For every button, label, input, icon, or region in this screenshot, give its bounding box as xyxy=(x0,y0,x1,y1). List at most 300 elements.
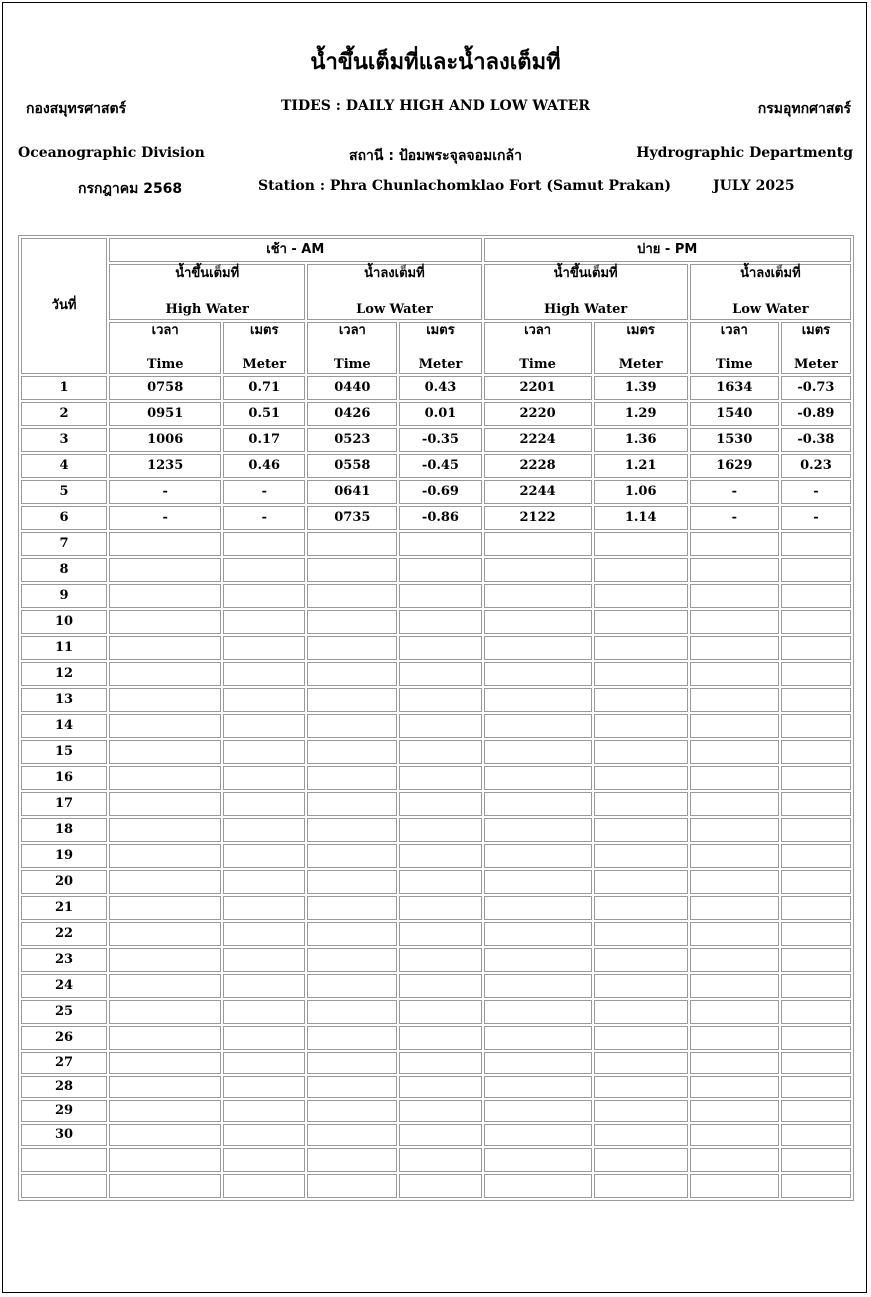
pm-low-time-cell xyxy=(690,662,779,686)
am-low-time-cell xyxy=(307,1026,397,1050)
pm-low-time-cell xyxy=(690,532,779,556)
pm-high-m-cell xyxy=(594,688,688,712)
am-high-time-cell xyxy=(109,792,221,816)
am-high-time-cell xyxy=(109,532,221,556)
am-high-m-cell xyxy=(223,792,305,816)
day-cell: 21 xyxy=(21,896,107,920)
day-cell: 27 xyxy=(21,1052,107,1074)
am-low-m-cell xyxy=(399,1174,481,1198)
am-low-m-cell: -0.35 xyxy=(399,428,481,452)
pm-high-m-cell xyxy=(594,792,688,816)
am-low-time-cell xyxy=(307,896,397,920)
am-low-m-cell xyxy=(399,844,481,868)
am-high-time-header: เวลา Time xyxy=(109,322,221,374)
am-high-time-cell xyxy=(109,1124,221,1146)
am-low-m-cell: -0.69 xyxy=(399,480,481,504)
table-row xyxy=(21,1000,851,1024)
am-high-time-cell xyxy=(109,636,221,660)
pm-low-m-cell xyxy=(781,870,851,894)
pm-low-time-cell xyxy=(690,1052,779,1074)
am-low-m-cell xyxy=(399,662,481,686)
am-high-m-cell xyxy=(223,610,305,634)
am-low-m-cell xyxy=(399,1052,481,1074)
am-low-time-cell: 0523 xyxy=(307,428,397,452)
am-low-time-cell xyxy=(307,1174,397,1198)
table-row xyxy=(21,1100,851,1122)
station-en: Station : Phra Chunlachomklao Fort (Samut Prakan) xyxy=(258,178,672,194)
pm-low-m-cell xyxy=(781,1148,851,1172)
pm-high-m-cell xyxy=(594,662,688,686)
pm-high-time-cell xyxy=(484,558,592,582)
pm-high-m-cell xyxy=(594,610,688,634)
pm-high-m-cell xyxy=(594,1174,688,1198)
am-high-m-cell xyxy=(223,1174,305,1198)
pm-high-m-cell xyxy=(594,1000,688,1024)
am-low-m-cell: -0.86 xyxy=(399,506,481,530)
am-low-m-cell xyxy=(399,1076,481,1098)
pm-low-time-cell: - xyxy=(690,480,779,504)
pm-low-time-cell xyxy=(690,714,779,738)
day-cell: 4 xyxy=(21,454,107,478)
pm-high-m-cell: 1.39 xyxy=(594,376,688,400)
am-low-water-header: น้ำลงเต็มที่ Low Water xyxy=(307,264,481,320)
am-high-time-cell xyxy=(109,1000,221,1024)
day-cell: 22 xyxy=(21,922,107,946)
am-high-water-header: น้ำขึ้นเต็มที่ High Water xyxy=(109,264,305,320)
am-high-meter-header: เมตร Meter xyxy=(223,322,305,374)
day-cell: 24 xyxy=(21,974,107,998)
pm-low-time-cell xyxy=(690,766,779,790)
am-low-time-cell xyxy=(307,532,397,556)
pm-low-m-cell: -0.73 xyxy=(781,376,851,400)
pm-low-m-cell xyxy=(781,896,851,920)
am-header: เช้า - AM xyxy=(109,238,481,262)
pm-high-time-cell xyxy=(484,1148,592,1172)
day-cell: 8 xyxy=(21,558,107,582)
am-low-m-cell xyxy=(399,1124,481,1146)
pm-low-time-cell xyxy=(690,870,779,894)
table-row xyxy=(21,948,851,972)
am-low-time-header: เวลา Time xyxy=(307,322,397,374)
pm-high-m-cell xyxy=(594,740,688,764)
day-cell: 18 xyxy=(21,818,107,842)
pm-high-m-cell xyxy=(594,974,688,998)
am-low-m-cell xyxy=(399,818,481,842)
am-high-time-cell xyxy=(109,818,221,842)
am-low-time-cell xyxy=(307,1052,397,1074)
day-cell: 2 xyxy=(21,402,107,426)
am-high-m-cell xyxy=(223,948,305,972)
day-cell: 16 xyxy=(21,766,107,790)
pm-low-m-cell xyxy=(781,636,851,660)
am-high-m-cell xyxy=(223,818,305,842)
am-low-time-cell: 0440 xyxy=(307,376,397,400)
pm-high-time-cell xyxy=(484,844,592,868)
pm-high-m-cell xyxy=(594,532,688,556)
day-cell: 30 xyxy=(21,1124,107,1146)
am-low-time-cell xyxy=(307,870,397,894)
am-low-m-cell xyxy=(399,610,481,634)
table-row xyxy=(21,1026,851,1050)
pm-high-m-cell xyxy=(594,1100,688,1122)
am-low-m-cell xyxy=(399,948,481,972)
am-high-m-cell xyxy=(223,714,305,738)
pm-low-m-cell xyxy=(781,1052,851,1074)
pm-low-meter-header: เมตร Meter xyxy=(781,322,851,374)
tide-table xyxy=(18,235,854,1201)
am-high-m-cell xyxy=(223,584,305,608)
pm-high-m-cell xyxy=(594,636,688,660)
am-low-m-cell xyxy=(399,792,481,816)
day-cell: 12 xyxy=(21,662,107,686)
am-high-m-cell xyxy=(223,688,305,712)
pm-high-m-cell xyxy=(594,844,688,868)
am-low-m-cell xyxy=(399,558,481,582)
pm-high-time-cell: 2122 xyxy=(484,506,592,530)
am-low-time-cell: 0641 xyxy=(307,480,397,504)
pm-low-m-cell xyxy=(781,818,851,842)
pm-low-time-cell xyxy=(690,584,779,608)
am-high-m-cell: 0.71 xyxy=(223,376,305,400)
pm-high-time-cell xyxy=(484,818,592,842)
pm-low-m-cell xyxy=(781,974,851,998)
pm-low-m-cell xyxy=(781,948,851,972)
day-cell: 20 xyxy=(21,870,107,894)
pm-low-m-cell xyxy=(781,1076,851,1098)
pm-high-m-cell xyxy=(594,714,688,738)
am-low-m-cell xyxy=(399,740,481,764)
am-high-m-cell: 0.51 xyxy=(223,402,305,426)
am-low-time-cell xyxy=(307,662,397,686)
pm-low-time-header: เวลา Time xyxy=(690,322,779,374)
pm-low-m-cell xyxy=(781,662,851,686)
pm-high-time-cell xyxy=(484,948,592,972)
table-row xyxy=(21,610,851,634)
pm-low-time-cell xyxy=(690,610,779,634)
am-low-time-cell xyxy=(307,740,397,764)
pm-high-time-cell: 2228 xyxy=(484,454,592,478)
pm-high-m-cell xyxy=(594,818,688,842)
am-low-time-cell xyxy=(307,818,397,842)
pm-low-time-cell xyxy=(690,1174,779,1198)
am-low-time-cell xyxy=(307,558,397,582)
pm-low-m-cell xyxy=(781,792,851,816)
am-low-m-cell xyxy=(399,870,481,894)
am-low-time-cell: 0558 xyxy=(307,454,397,478)
am-high-m-cell xyxy=(223,662,305,686)
am-high-m-cell xyxy=(223,922,305,946)
pm-low-m-cell: - xyxy=(781,506,851,530)
day-cell: 15 xyxy=(21,740,107,764)
am-high-time-cell xyxy=(109,766,221,790)
pm-low-time-cell xyxy=(690,818,779,842)
pm-low-time-cell: 1530 xyxy=(690,428,779,452)
day-cell: 23 xyxy=(21,948,107,972)
pm-low-time-cell xyxy=(690,1100,779,1122)
am-low-m-cell: 0.01 xyxy=(399,402,481,426)
pm-low-m-cell: -0.38 xyxy=(781,428,851,452)
am-low-meter-header: เมตร Meter xyxy=(399,322,481,374)
pm-high-time-cell xyxy=(484,974,592,998)
pm-high-time-cell xyxy=(484,1052,592,1074)
am-low-time-cell: 0426 xyxy=(307,402,397,426)
pm-high-time-cell xyxy=(484,584,592,608)
table-row xyxy=(21,454,851,478)
am-high-m-cell xyxy=(223,1026,305,1050)
am-high-time-cell xyxy=(109,896,221,920)
pm-high-m-cell xyxy=(594,870,688,894)
table-row xyxy=(21,974,851,998)
day-cell: 14 xyxy=(21,714,107,738)
pm-high-time-cell xyxy=(484,1076,592,1098)
am-high-time-cell: - xyxy=(109,506,221,530)
am-high-time-cell xyxy=(109,714,221,738)
station-th: สถานี : ป้อมพระจุลจอมเกล้า xyxy=(349,148,522,164)
day-column-header: วันที่ xyxy=(21,238,107,374)
am-high-m-cell xyxy=(223,870,305,894)
am-high-time-cell xyxy=(109,1052,221,1074)
pm-low-m-cell: 0.23 xyxy=(781,454,851,478)
pm-high-m-cell: 1.21 xyxy=(594,454,688,478)
pm-high-time-cell: 2201 xyxy=(484,376,592,400)
pm-low-m-cell xyxy=(781,584,851,608)
pm-low-m-cell xyxy=(781,1100,851,1122)
am-high-time-cell xyxy=(109,610,221,634)
am-low-m-cell xyxy=(399,688,481,712)
pm-high-meter-header: เมตร Meter xyxy=(594,322,688,374)
pm-low-time-cell xyxy=(690,1000,779,1024)
am-low-m-cell xyxy=(399,1000,481,1024)
table-row xyxy=(21,662,851,686)
am-low-time-cell xyxy=(307,974,397,998)
unit-header-row xyxy=(21,322,851,374)
am-high-m-cell: 0.46 xyxy=(223,454,305,478)
am-high-m-cell xyxy=(223,1100,305,1122)
am-low-m-cell xyxy=(399,974,481,998)
pm-low-m-cell xyxy=(781,922,851,946)
department-th: กรมอุทกศาสตร์ xyxy=(757,101,851,117)
am-high-time-cell xyxy=(109,1100,221,1122)
pm-low-m-cell xyxy=(781,766,851,790)
am-high-m-cell xyxy=(223,766,305,790)
am-low-time-cell xyxy=(307,766,397,790)
table-row xyxy=(21,584,851,608)
table-row xyxy=(21,1124,851,1146)
pm-high-m-cell xyxy=(594,922,688,946)
day-cell: 29 xyxy=(21,1100,107,1122)
day-cell: 19 xyxy=(21,844,107,868)
day-cell: 5 xyxy=(21,480,107,504)
am-low-m-cell xyxy=(399,1026,481,1050)
am-low-time-cell xyxy=(307,844,397,868)
am-low-time-cell xyxy=(307,1148,397,1172)
pm-high-time-cell xyxy=(484,1026,592,1050)
am-high-time-cell: - xyxy=(109,480,221,504)
am-high-time-cell xyxy=(109,558,221,582)
pm-high-time-cell xyxy=(484,870,592,894)
am-low-time-cell xyxy=(307,948,397,972)
day-cell: 6 xyxy=(21,506,107,530)
pm-low-time-cell xyxy=(690,558,779,582)
pm-high-time-cell xyxy=(484,1174,592,1198)
pm-high-time-cell xyxy=(484,662,592,686)
pm-high-m-cell xyxy=(594,1076,688,1098)
am-low-time-cell: 0735 xyxy=(307,506,397,530)
pm-high-m-cell xyxy=(594,1026,688,1050)
pm-header: บ่าย - PM xyxy=(484,238,851,262)
am-high-time-cell xyxy=(109,844,221,868)
pm-low-m-cell xyxy=(781,1000,851,1024)
am-high-m-cell xyxy=(223,532,305,556)
pm-high-time-cell: 2244 xyxy=(484,480,592,504)
department-en: Hydrographic Departmentg xyxy=(636,145,853,161)
pm-high-time-cell xyxy=(484,636,592,660)
day-cell: 1 xyxy=(21,376,107,400)
pm-high-m-cell xyxy=(594,1052,688,1074)
am-high-m-cell xyxy=(223,1124,305,1146)
am-low-time-cell xyxy=(307,1100,397,1122)
pm-low-m-cell xyxy=(781,1174,851,1198)
am-low-m-cell: 0.43 xyxy=(399,376,481,400)
pm-high-m-cell: 1.06 xyxy=(594,480,688,504)
am-low-m-cell xyxy=(399,636,481,660)
table-row xyxy=(21,922,851,946)
pm-high-time-cell xyxy=(484,1100,592,1122)
am-high-time-cell xyxy=(109,662,221,686)
day-cell: 26 xyxy=(21,1026,107,1050)
pm-low-time-cell xyxy=(690,948,779,972)
am-high-time-cell xyxy=(109,1026,221,1050)
am-high-time-cell: 0951 xyxy=(109,402,221,426)
pm-high-m-cell: 1.29 xyxy=(594,402,688,426)
pm-low-time-cell xyxy=(690,896,779,920)
pm-low-time-cell xyxy=(690,974,779,998)
pm-low-time-cell xyxy=(690,688,779,712)
am-low-time-cell xyxy=(307,1076,397,1098)
am-high-time-cell xyxy=(109,974,221,998)
am-high-m-cell xyxy=(223,1076,305,1098)
table-row xyxy=(21,870,851,894)
pm-high-time-cell xyxy=(484,922,592,946)
table-row xyxy=(21,896,851,920)
table-row xyxy=(21,792,851,816)
am-low-time-cell xyxy=(307,922,397,946)
day-cell xyxy=(21,1148,107,1172)
am-high-time-cell xyxy=(109,584,221,608)
report-title-en: TIDES : DAILY HIGH AND LOW WATER xyxy=(281,98,590,114)
day-cell: 3 xyxy=(21,428,107,452)
table-row xyxy=(21,1076,851,1098)
table-row xyxy=(21,1174,851,1198)
pm-high-m-cell xyxy=(594,1148,688,1172)
pm-low-time-cell xyxy=(690,740,779,764)
am-low-m-cell xyxy=(399,896,481,920)
pm-low-time-cell: - xyxy=(690,506,779,530)
pm-high-time-cell xyxy=(484,740,592,764)
table-row xyxy=(21,636,851,660)
day-cell: 9 xyxy=(21,584,107,608)
pm-low-time-cell xyxy=(690,844,779,868)
pm-low-time-cell xyxy=(690,922,779,946)
pm-low-m-cell: - xyxy=(781,480,851,504)
table-row xyxy=(21,844,851,868)
pm-low-time-cell xyxy=(690,792,779,816)
am-high-time-cell xyxy=(109,870,221,894)
table-row xyxy=(21,688,851,712)
am-high-time-cell xyxy=(109,1174,221,1198)
table-row xyxy=(21,532,851,556)
pm-high-time-cell xyxy=(484,610,592,634)
pm-low-m-cell xyxy=(781,532,851,556)
am-low-time-cell xyxy=(307,688,397,712)
pm-low-m-cell xyxy=(781,740,851,764)
table-row xyxy=(21,480,851,504)
day-cell: 7 xyxy=(21,532,107,556)
pm-low-time-cell: 1540 xyxy=(690,402,779,426)
month-en: JULY 2025 xyxy=(713,178,795,194)
am-low-time-cell xyxy=(307,714,397,738)
am-low-time-cell xyxy=(307,610,397,634)
pm-high-time-cell xyxy=(484,1000,592,1024)
table-row xyxy=(21,766,851,790)
table-row xyxy=(21,714,851,738)
am-high-time-cell xyxy=(109,948,221,972)
pm-high-time-cell xyxy=(484,896,592,920)
pm-low-m-cell xyxy=(781,558,851,582)
pm-high-m-cell: 1.14 xyxy=(594,506,688,530)
pm-low-m-cell xyxy=(781,1124,851,1146)
pm-high-time-cell: 2224 xyxy=(484,428,592,452)
am-low-m-cell xyxy=(399,714,481,738)
pm-high-m-cell xyxy=(594,766,688,790)
pm-low-m-cell xyxy=(781,688,851,712)
pm-low-m-cell xyxy=(781,1026,851,1050)
pm-low-time-cell: 1629 xyxy=(690,454,779,478)
am-low-time-cell xyxy=(307,792,397,816)
am-high-m-cell: - xyxy=(223,506,305,530)
day-cell: 28 xyxy=(21,1076,107,1098)
pm-high-m-cell: 1.36 xyxy=(594,428,688,452)
table-row xyxy=(21,1148,851,1172)
pm-low-time-cell xyxy=(690,636,779,660)
am-low-time-cell xyxy=(307,1124,397,1146)
am-low-m-cell xyxy=(399,1148,481,1172)
am-high-time-cell xyxy=(109,922,221,946)
am-high-time-cell xyxy=(109,1076,221,1098)
table-row xyxy=(21,818,851,842)
am-low-time-cell xyxy=(307,584,397,608)
pm-low-m-cell xyxy=(781,714,851,738)
am-high-time-cell: 1235 xyxy=(109,454,221,478)
pm-low-m-cell xyxy=(781,610,851,634)
am-low-m-cell: -0.45 xyxy=(399,454,481,478)
am-high-time-cell: 0758 xyxy=(109,376,221,400)
pm-low-time-cell xyxy=(690,1026,779,1050)
table-row xyxy=(21,402,851,426)
day-cell: 10 xyxy=(21,610,107,634)
pm-high-time-cell xyxy=(484,792,592,816)
am-high-m-cell xyxy=(223,1000,305,1024)
am-low-time-cell xyxy=(307,636,397,660)
division-en: Oceanographic Division xyxy=(18,145,205,161)
pm-high-time-cell xyxy=(484,714,592,738)
pm-high-time-cell: 2220 xyxy=(484,402,592,426)
division-th: กองสมุทรศาสตร์ xyxy=(26,101,127,117)
am-high-m-cell xyxy=(223,896,305,920)
pm-low-time-cell: 1634 xyxy=(690,376,779,400)
pm-high-m-cell xyxy=(594,948,688,972)
table-row xyxy=(21,376,851,400)
